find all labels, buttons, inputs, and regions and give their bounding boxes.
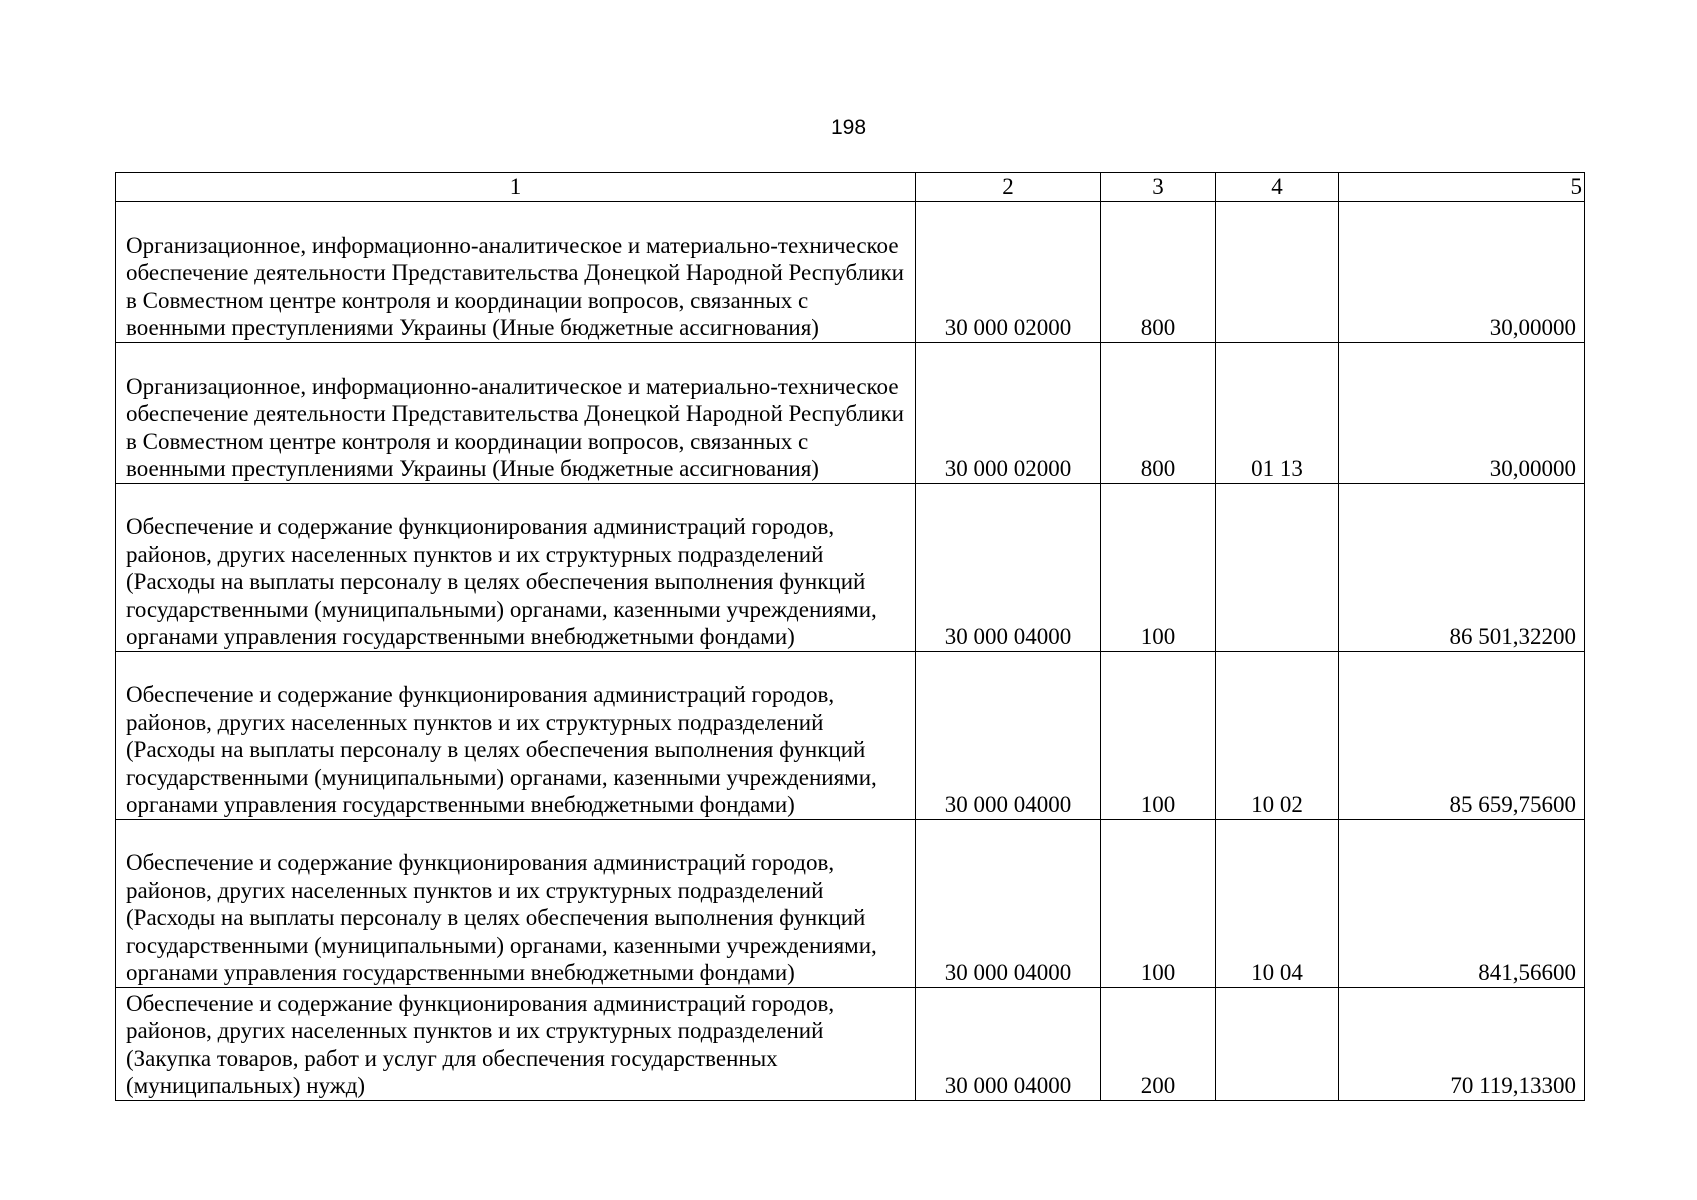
row-expense-type: 800 bbox=[1101, 342, 1216, 483]
row-description: Организационное, информационно-аналитическое и материально-техническое обеспечение деятельности Представительства Донецкой Народной Республики в Совместном центре контроля и координации вопросов, связанных с военными преступлениями Украины (Иные бюджетные ассигнования) bbox=[116, 342, 916, 483]
row-section bbox=[1216, 483, 1339, 651]
row-target-code: 30 000 04000 bbox=[916, 987, 1101, 1100]
row-expense-type: 100 bbox=[1101, 483, 1216, 651]
row-description: Организационное, информационно-аналитическое и материально-техническое обеспечение деятельности Представительства Донецкой Народной Республики в Совместном центре контроля и координации вопросов, связанных с военными преступлениями Украины (Иные бюджетные ассигнования) bbox=[116, 201, 916, 342]
row-section: 01 13 bbox=[1216, 342, 1339, 483]
row-amount: 841,56600 bbox=[1339, 819, 1585, 987]
row-description: Обеспечение и содержание функционирования администраций городов, районов, других населенных пунктов и их структурных подразделений (Расходы на выплаты персоналу в целях обеспечения выполнения функций государственными (муниципальными) органами, казенными учреждениями, органами управления государственными внебюджетными фондами) bbox=[116, 651, 916, 819]
budget-table bbox=[115, 172, 1585, 1101]
table-row bbox=[116, 987, 1585, 1100]
row-target-code: 30 000 02000 bbox=[916, 342, 1101, 483]
row-target-code: 30 000 04000 bbox=[916, 651, 1101, 819]
row-section: 10 04 bbox=[1216, 819, 1339, 987]
table-header-row bbox=[116, 173, 1585, 202]
row-expense-type: 800 bbox=[1101, 201, 1216, 342]
table-row bbox=[116, 819, 1585, 987]
header-col-2: 2 bbox=[916, 173, 1101, 202]
row-amount: 86 501,32200 bbox=[1339, 483, 1585, 651]
row-expense-type: 100 bbox=[1101, 819, 1216, 987]
row-description: Обеспечение и содержание функционирования администраций городов, районов, других населенных пунктов и их структурных подразделений (Закупка товаров, работ и услуг для обеспечения государственных (муниципальных) нужд) bbox=[116, 987, 916, 1100]
row-expense-type: 200 bbox=[1101, 987, 1216, 1100]
row-amount: 30,00000 bbox=[1339, 201, 1585, 342]
header-col-1: 1 bbox=[116, 173, 916, 202]
row-expense-type: 100 bbox=[1101, 651, 1216, 819]
row-section: 10 02 bbox=[1216, 651, 1339, 819]
table-row bbox=[116, 201, 1585, 342]
table-row bbox=[116, 651, 1585, 819]
table-row bbox=[116, 483, 1585, 651]
row-amount: 30,00000 bbox=[1339, 342, 1585, 483]
row-amount: 85 659,75600 bbox=[1339, 651, 1585, 819]
header-col-4: 4 bbox=[1216, 173, 1339, 202]
header-col-5: 5 bbox=[1339, 173, 1585, 202]
page-number: 198 bbox=[830, 116, 867, 139]
row-target-code: 30 000 04000 bbox=[916, 819, 1101, 987]
row-target-code: 30 000 02000 bbox=[916, 201, 1101, 342]
header-col-3: 3 bbox=[1101, 173, 1216, 202]
row-description: Обеспечение и содержание функционирования администраций городов, районов, других населенных пунктов и их структурных подразделений (Расходы на выплаты персоналу в целях обеспечения выполнения функций государственными (муниципальными) органами, казенными учреждениями, органами управления государственными внебюджетными фондами) bbox=[116, 483, 916, 651]
row-target-code: 30 000 04000 bbox=[916, 483, 1101, 651]
row-amount: 70 119,13300 bbox=[1339, 987, 1585, 1100]
row-description: Обеспечение и содержание функционирования администраций городов, районов, других населенных пунктов и их структурных подразделений (Расходы на выплаты персоналу в целях обеспечения выполнения функций государственными (муниципальными) органами, казенными учреждениями, органами управления государственными внебюджетными фондами) bbox=[116, 819, 916, 987]
row-section bbox=[1216, 987, 1339, 1100]
row-section bbox=[1216, 201, 1339, 342]
table-row bbox=[116, 342, 1585, 483]
